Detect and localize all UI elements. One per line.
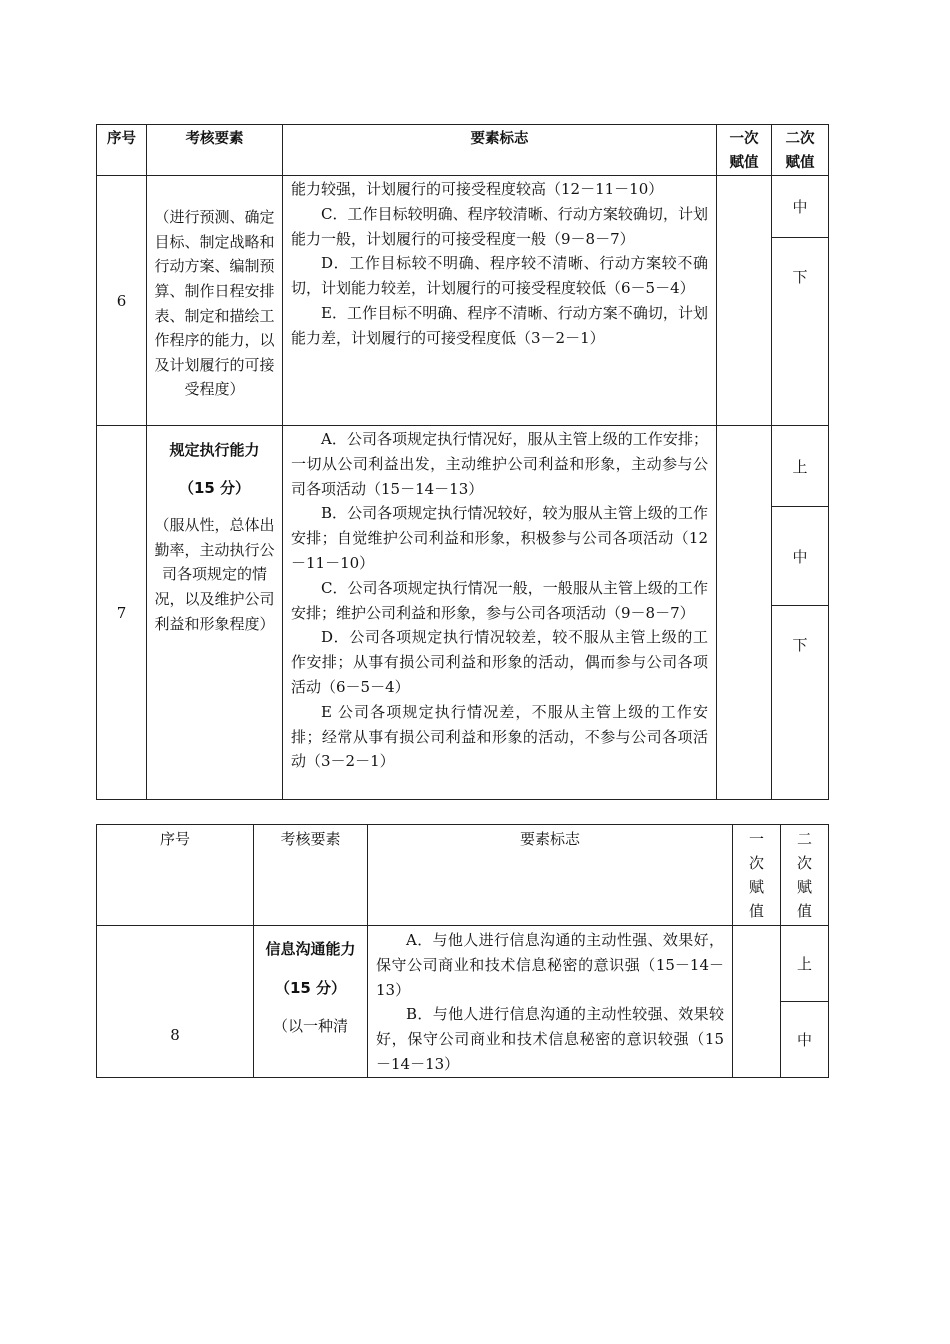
header-row-2: [97, 825, 829, 926]
row-8-item-a: A．与他人进行信息沟通的主动性强、效果好，保守公司商业和技术信息秘密的意识强（15－14－13）: [376, 931, 724, 999]
table-row-8a: [97, 926, 829, 1002]
header-seq: 序号: [97, 125, 147, 176]
header-row: [97, 125, 829, 176]
row-6-grade-mid[interactable]: 中: [772, 176, 829, 238]
row-6-item-e: E．工作目标不明确、程序不清晰、行动方案不确切，计划能力差，计划履行的可接受程度低（3－2－1）: [291, 303, 708, 347]
row-8-item-b: B．与他人进行信息沟通的主动性较强、效果较好，保守公司商业和技术信息秘密的意识较强（15－14－13）: [376, 1005, 724, 1073]
row-8-indicator: [368, 926, 733, 1078]
row-6-item-b-tail: 能力较强，计划履行的可接受程度较高（12－11－10）: [291, 180, 664, 198]
row-7-item-a: A．公司各项规定执行情况好，服从主管上级的工作安排；一切从公司利益出发，主动维护公司利益和形象，主动参与公司各项活动（15－14－13）: [291, 430, 708, 498]
row-8-factor-title: 信息沟通能力: [265, 940, 356, 958]
row-8-first-score[interactable]: [733, 926, 781, 1078]
header-factor-2: 考核要素: [254, 825, 368, 926]
row-8-grade-high[interactable]: 上: [781, 926, 829, 1002]
appraisal-table-1: [96, 124, 829, 800]
row-8-factor-score: （15 分）: [274, 979, 347, 997]
header-indicator-2: 要素标志: [368, 825, 733, 926]
row-7-grade-high[interactable]: 上: [772, 426, 829, 507]
header-first-score-2: 一次赋值: [733, 825, 781, 926]
row-8-seq: 8: [97, 926, 254, 1078]
table-row-6a: [97, 176, 829, 238]
header-second-score: 二次赋值: [772, 125, 829, 176]
row-6-indicator: [283, 176, 717, 426]
row-7-factor: [147, 426, 283, 800]
header-second-score-2: 二次赋值: [781, 825, 829, 926]
row-7-item-e: E 公司各项规定执行情况差，不服从主管上级的工作安排；经常从事有损公司利益和形象的活动，不参与公司各项活动（3－2－1）: [291, 702, 708, 771]
header-first-score: 一次赋值: [717, 125, 772, 176]
header-indicator: 要素标志: [283, 125, 717, 176]
appraisal-table-2: [96, 824, 829, 1078]
row-7-indicator: [283, 426, 717, 800]
row-6-first-score[interactable]: [717, 176, 772, 426]
row-8-factor: [254, 926, 368, 1078]
row-7-seq: 7: [97, 426, 147, 800]
table-row-7a: [97, 426, 829, 507]
row-6-grade-low[interactable]: 下: [772, 238, 829, 426]
row-7-factor-desc: （服从性，总体出勤率，主动执行公司各项规定的情况，以及维护公司利益和形象程度）: [154, 516, 275, 633]
row-6-item-d: D．工作目标较不明确、程序较不清晰、行动方案较不确切，计划能力较差，计划履行的可接受程度较低（6－5－4）: [291, 254, 708, 298]
row-7-item-c: C．公司各项规定执行情况一般，一般服从主管上级的工作安排；维护公司利益和形象，参与公司各项活动（9－8－7）: [291, 578, 708, 622]
row-8-grade-mid[interactable]: 中: [781, 1001, 829, 1077]
row-6-factor-desc: （进行预测、确定目标、制定战略和行动方案、编制预算、制作日程安排表、制定和描绘工作程序的能力，以及计划履行的可接受程度）: [147, 176, 283, 426]
row-7-item-d: D．公司各项规定执行情况较差，较不服从主管上级的工作安排；从事有损公司利益和形象的活动，偶而参与公司各项活动（6－5－4）: [291, 628, 708, 696]
row-8-factor-desc: （以一种清: [272, 1016, 348, 1035]
row-7-item-b: B．公司各项规定执行情况较好，较为服从主管上级的工作安排；自觉维护公司利益和形象，积极参与公司各项活动（12－11－10）: [291, 504, 708, 572]
row-6-item-c: C．工作目标较明确、程序较清晰、行动方案较确切，计划能力一般，计划履行的可接受程度一般（9－8－7）: [291, 204, 708, 248]
row-7-first-score[interactable]: [717, 426, 772, 800]
header-seq-2: 序号: [97, 825, 254, 926]
row-7-grade-low[interactable]: 下: [772, 606, 829, 800]
header-factor: 考核要素: [147, 125, 283, 176]
row-7-factor-score: （15 分）: [178, 478, 251, 497]
row-7-factor-title: 规定执行能力: [169, 441, 260, 459]
row-7-grade-mid[interactable]: 中: [772, 507, 829, 606]
row-6-seq: 6: [97, 176, 147, 426]
